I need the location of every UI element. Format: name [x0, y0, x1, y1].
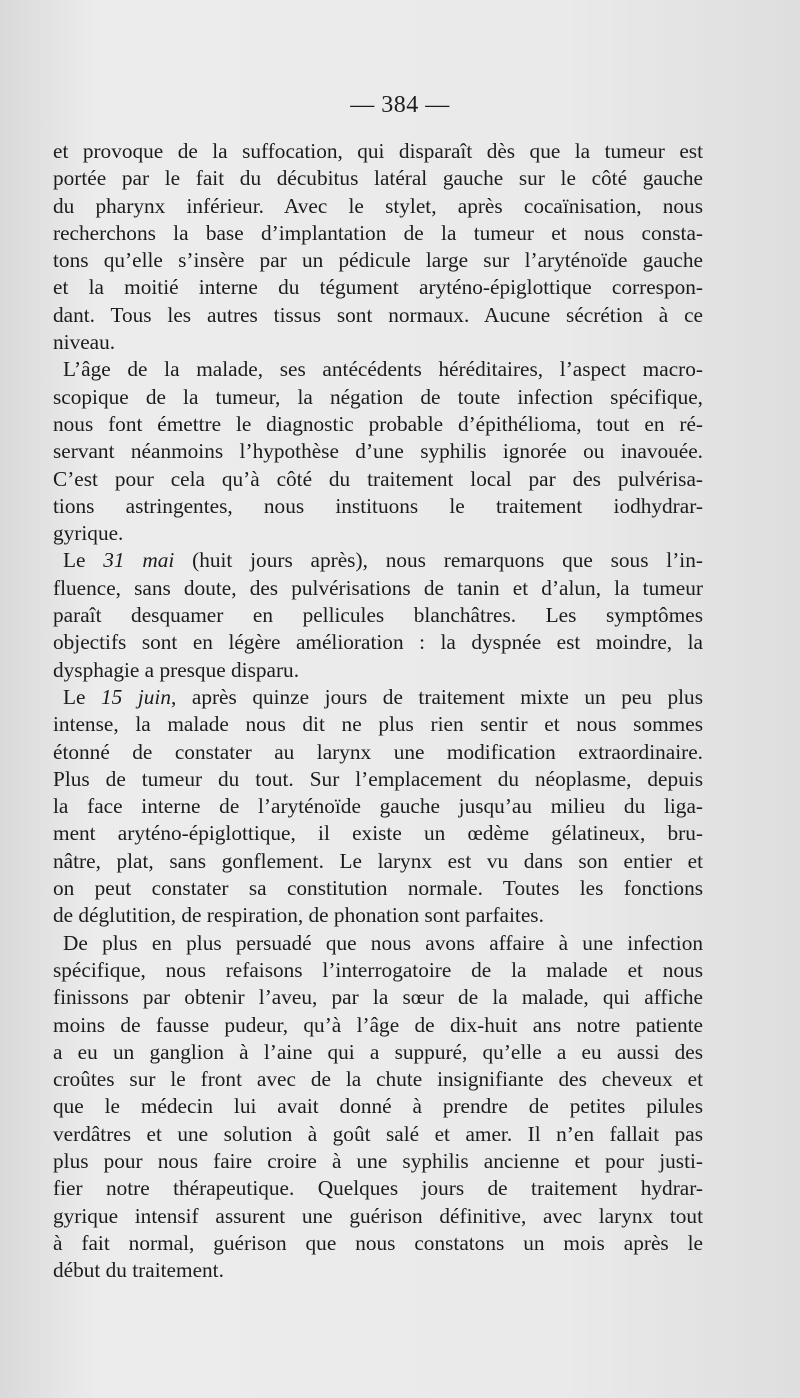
text-line: dysphagie a presque disparu. [53, 657, 300, 682]
text-line: tons qu’elle s’insère par un pédicule large sur l’aryténoïde gauche [53, 248, 703, 273]
text-line: nous font émettre le diagnostic probable d’épithélioma, tout en ré- [53, 411, 703, 436]
text-line: et la moitié interne du tégument aryténo-épiglottique correspon- [53, 275, 703, 300]
text-line: nâtre, plat, sans gonflement. Le larynx est vu dans son entier et [53, 848, 703, 873]
text-line: ment aryténo-épiglottique, il existe un œdème gélatineux, bru- [53, 821, 703, 846]
text-line: plus pour nous faire croire à une syphilis ancienne et pour justi- [53, 1148, 703, 1173]
text-line: L’âge de la malade, ses antécédents héréditaires, l’aspect macro- [63, 357, 703, 382]
text-line: recherchons la base d’implantation de la tumeur et nous consta- [53, 220, 703, 245]
body-text [53, 138, 703, 1284]
text-line: C’est pour cela qu’à côté du traitement local par des pulvérisa- [53, 466, 703, 491]
text-line: que le médecin lui avait donné à prendre de petites pilules [53, 1094, 703, 1119]
text-line: gyrique. [53, 521, 124, 546]
text-line: la face interne de l’aryténoïde gauche jusqu’au milieu du liga- [53, 794, 703, 819]
text-line: croûtes sur le front avec de la chute insignifiante des cheveux et [53, 1067, 703, 1092]
text-line: fier notre thérapeutique. Quelques jours de traitement hydrar- [53, 1176, 703, 1201]
text-line: scopique de la tumeur, la négation de toute infection spécifique, [53, 384, 703, 409]
text-line: spécifique, nous refaisons l’interrogatoire de la malade et nous [53, 957, 703, 982]
text-line: à fait normal, guérison que nous constatons un mois après le [53, 1230, 703, 1255]
text-line: portée par le fait du décubitus latéral gauche sur le côté gauche [53, 166, 703, 191]
text-line: étonné de constater au larynx une modification extraordinaire. [53, 739, 703, 764]
text-segment: Le [63, 684, 102, 709]
text-line: et provoque de la suffocation, qui disparaît dès que la tumeur est [53, 139, 703, 163]
text-line: objectifs sont en légère amélioration : la dyspnée est moindre, la [53, 630, 703, 655]
text-line: on peut constater sa constitution normale. Toutes les fonctions [53, 876, 703, 901]
text-line [53, 547, 703, 574]
text-line: niveau. [53, 330, 116, 355]
text-line: moins de fausse pudeur, qu’à l’âge de dix-huit ans notre patiente [53, 1012, 703, 1037]
text-line: gyrique intensif assurent une guérison définitive, avec larynx tout [53, 1203, 703, 1228]
text-line: du pharynx inférieur. Avec le stylet, après cocaïnisation, nous [53, 193, 703, 218]
page-number: — 384 — [350, 92, 450, 118]
text-line: dant. Tous les autres tissus sont normaux. Aucune sécrétion à ce [53, 302, 703, 327]
text-line: paraît desquamer en pellicules blanchâtres. Les symptômes [53, 603, 703, 628]
date-emphasis: 15 juin [101, 684, 171, 709]
text-line: de déglutition, de respiration, de phonation sont parfaites. [53, 903, 544, 928]
text-line: verdâtres et une solution à goût salé et amer. Il n’en fallait pas [53, 1121, 703, 1146]
text-line: fluence, sans doute, des pulvérisations de tanin et d’alun, la tumeur [53, 575, 703, 600]
date-emphasis: 31 mai [103, 548, 175, 573]
text-line: De plus en plus persuadé que nous avons affaire à une infection [63, 930, 703, 955]
text-segment: , après quinze jours de traitement mixte un peu plus [171, 684, 703, 709]
text-segment: Le [63, 548, 104, 573]
text-line: finissons par obtenir l’aveu, par la sœur de la malade, qui affiche [53, 985, 703, 1010]
text-line: intense, la malade nous dit ne plus rien sentir et nous sommes [53, 712, 703, 737]
text-line: a eu un ganglion à l’aine qui a suppuré, qu’elle a eu aussi des [53, 1039, 703, 1064]
text-segment: (huit jours après), nous remarquons que sous l’in- [174, 548, 703, 573]
text-line: Plus de tumeur du tout. Sur l’emplacement du néoplasme, depuis [53, 766, 703, 791]
text-line [53, 684, 703, 711]
text-line: tions astringentes, nous instituons le traitement iodhydrar- [53, 493, 703, 518]
text-line: servant néanmoins l’hypothèse d’une syphilis ignorée ou inavouée. [53, 439, 703, 464]
text-line: début du traitement. [53, 1258, 224, 1283]
